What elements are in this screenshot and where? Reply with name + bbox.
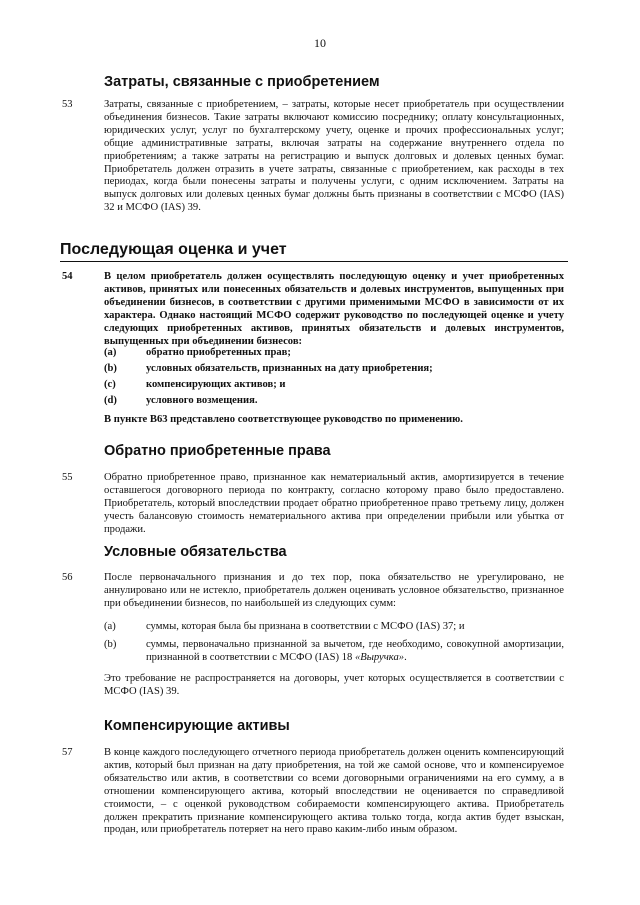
paragraph-56-footer: Это требование не распространяется на договоры, учет которых осуществляется в соответствии с МСФО (IAS) 39. <box>104 673 564 697</box>
paragraph-number-55: 55 <box>62 472 73 483</box>
list-item-label: (a) <box>104 347 117 358</box>
list-item-text: суммы, которая была бы признана в соответствии с МСФО (IAS) 37; и <box>146 621 465 632</box>
page-number: 10 <box>314 36 326 50</box>
list-item-text: компенсирующих активов; и <box>146 379 286 390</box>
heading-reacquired-rights: Обратно приобретенные права <box>104 443 331 459</box>
paragraph-number-53: 53 <box>62 99 73 110</box>
list-item-text-italic: «Выручка» <box>354 651 405 663</box>
list-item-text: обратно приобретенных прав; <box>146 347 291 358</box>
list-item-text: условных обязательств, признанных на дату приобретения; <box>146 363 433 374</box>
paragraph-53: Затраты, связанные с приобретением, – затраты, которые несет приобретатель при осуществлении объединения бизнесов. Такие затраты включают комиссию посреднику; оплату консультационных, юридических услуг, услуг по бухгалтерскому учету, оценке и прочих профессиональных услуг; общие административные затраты, включая затраты на содержание внутреннего отдела по приобретениям; а также затраты на регистрацию и выпуск долговых и долевых ценных бумаг. Приобретатель должен отразить в учете затраты, связанные с приобретением, как расходы в тех периодах, когда были понесены затраты и получены услуги, с одним исключением. Затраты на выпуск долговых или долевых ценных бумаг должны быть признаны в соответствии с МСФО (IAS) 32 и МСФО (IAS) 39. <box>104 99 564 214</box>
paragraph-54: В целом приобретатель должен осуществлять последующую оценку и учет приобретенных активов, принятых или понесенных обязательств и долевых инструментов, выпущенных при объединении бизнесов, в соответствии с другими применимыми МСФО в зависимости от их характера. Однако настоящий МСФО содержит руководство по последующей оценке и учету следующих приобретенных активов, принятых обязательств и долевых инструментов, выпущенных при объединении бизнесов: <box>104 271 564 347</box>
list-item-label: (b) <box>104 363 117 374</box>
list-item-text-main: суммы, первоначально признанной за вычетом, где необходимо, совокупной амортизации, признанной в соответствии с МСФО (IAS) 18 <box>146 639 564 663</box>
list-item-text-end: . <box>404 651 407 663</box>
heading-contingent-liabilities: Условные обязательства <box>104 544 287 560</box>
paragraph-number-56: 56 <box>62 572 73 583</box>
section-heading-subsequent-measurement: Последующая оценка и учет <box>60 241 568 262</box>
list-item-label: (b) <box>104 639 117 650</box>
paragraph-number-54: 54 <box>62 271 73 282</box>
list-item-label: (a) <box>104 621 116 632</box>
paragraph-number-57: 57 <box>62 747 73 758</box>
heading-acquisition-costs: Затраты, связанные с приобретением <box>104 74 380 90</box>
heading-indemnification-assets: Компенсирующие активы <box>104 718 290 734</box>
paragraph-57: В конце каждого последующего отчетного периода приобретатель должен оценить компенсирующий актив, который был признан на дату приобретения, на той же самой основе, что и компенсируемое обязательство или актив, в соответствии со всеми договорными ограничениями на его сумму, а в отношении компенсирующего актива, который впоследствии не оценивается по справедливой стоимости, – с оценкой руководством собираемости компенсирующего актива. Приобретатель должен прекратить признание компенсирующего актива только тогда, когда актив будет взыскан, продан, или приобретатель потеряет на него право каким-либо иным образом. <box>104 747 564 836</box>
list-item-label: (c) <box>104 379 116 390</box>
paragraph-56: После первоначального признания и до тех пор, пока обязательство не урегулировано, не аннулировано или не истекло, приобретатель должен оценивать условное обязательство, признанное при объединении бизнесов, по наибольшей из следующих сумм: <box>104 572 564 609</box>
paragraph-55: Обратно приобретенное право, признанное как нематериальный актив, амортизируется в течение оставшегося договорного периода по контракту, согласно которому право было предоставлено. Приобретатель, который впоследствии продает обратно приобретенное право третьему лицу, должен учесть балансовую стоимость нематериального актива при определении прибыли или убытка от продажи. <box>104 472 564 535</box>
list-item-text: условного возмещения. <box>146 395 258 406</box>
list-item-text <box>146 639 564 665</box>
paragraph-54-footer: В пункте B63 представлено соответствующее руководство по применению. <box>104 414 463 425</box>
list-item-label: (d) <box>104 395 117 406</box>
